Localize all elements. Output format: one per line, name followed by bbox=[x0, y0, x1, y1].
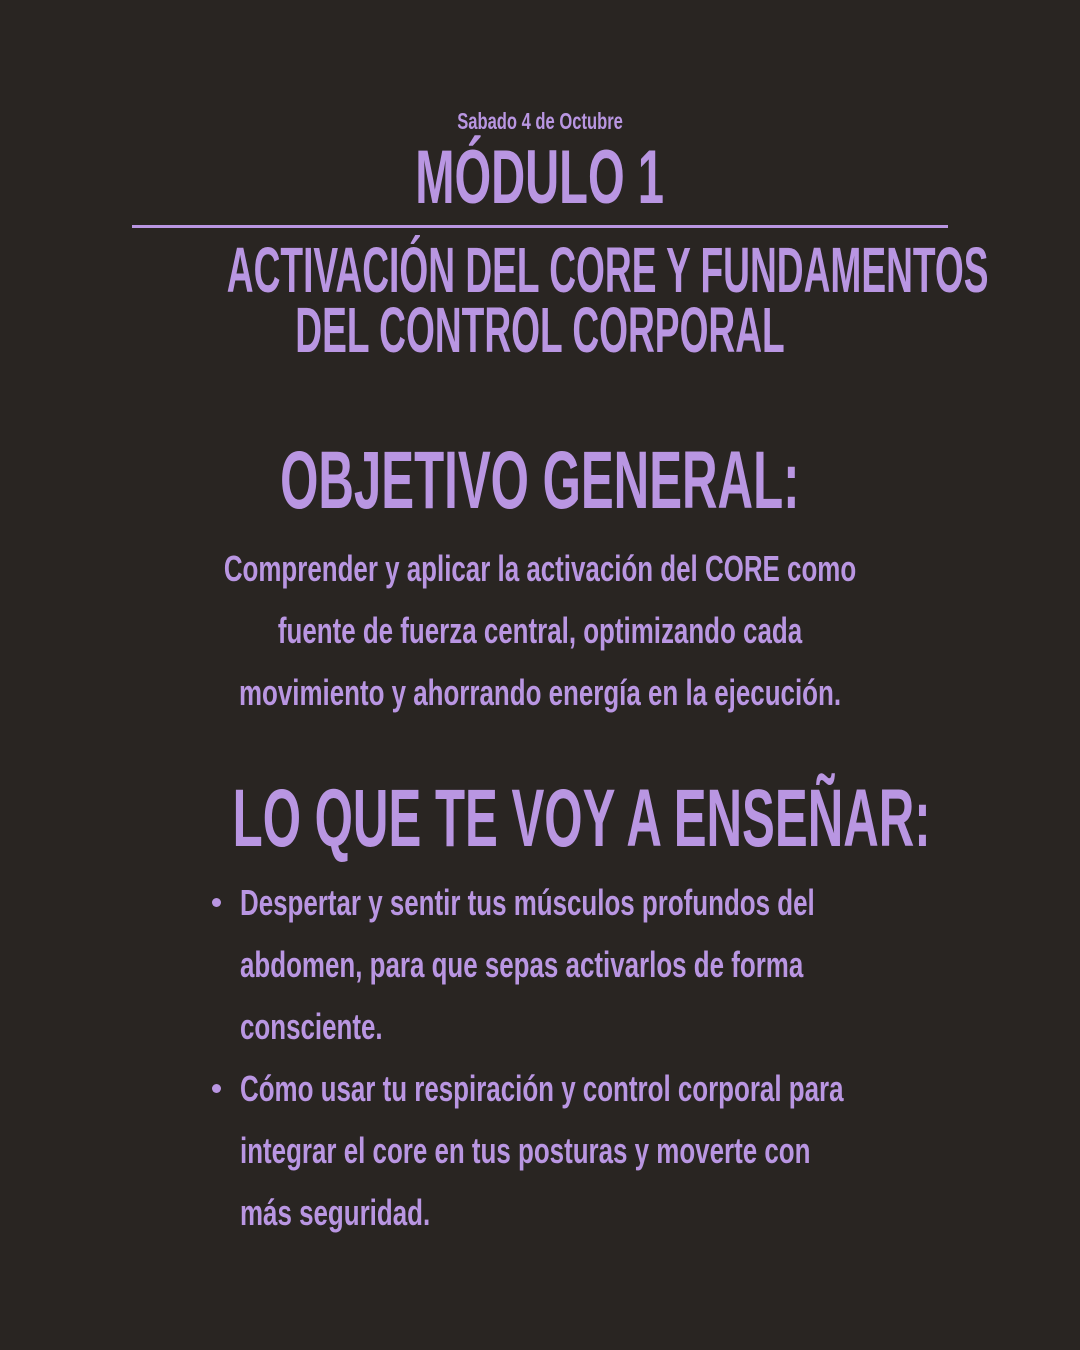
bullet-icon bbox=[212, 898, 221, 907]
teach-heading: LO QUE TE VOY A ENSEÑAR: bbox=[232, 773, 931, 864]
objective-line: movimiento y ahorrando energía en la ejecución. bbox=[238, 672, 842, 713]
list-item: Cómo usar tu respiración y control corporal para integrar el core en tus posturas y moverte con más seguridad. bbox=[208, 1058, 968, 1244]
module-subtitle bbox=[0, 234, 1080, 366]
list-item: Despertar y sentir tus músculos profundos del abdomen, para que sepas activarlos de forma consciente. bbox=[208, 872, 968, 1058]
objective-heading: OBJETIVO GENERAL: bbox=[280, 435, 800, 526]
objective-line: Comprender y aplicar la activación del CORE como bbox=[223, 548, 857, 589]
title-divider bbox=[132, 225, 948, 228]
subtitle-line: ACTIVACIÓN DEL CORE Y FUNDAMENTOS bbox=[226, 234, 989, 306]
objective-line: fuente de fuerza central, optimizando cada bbox=[277, 610, 803, 651]
event-date: Sabado 4 de Octubre bbox=[457, 108, 623, 134]
bullet-icon bbox=[212, 1084, 221, 1093]
objective-text bbox=[0, 538, 1080, 724]
module-title: MÓDULO 1 bbox=[415, 135, 665, 220]
subtitle-line: DEL CONTROL CORPORAL bbox=[295, 294, 785, 366]
teach-list bbox=[208, 872, 968, 1244]
